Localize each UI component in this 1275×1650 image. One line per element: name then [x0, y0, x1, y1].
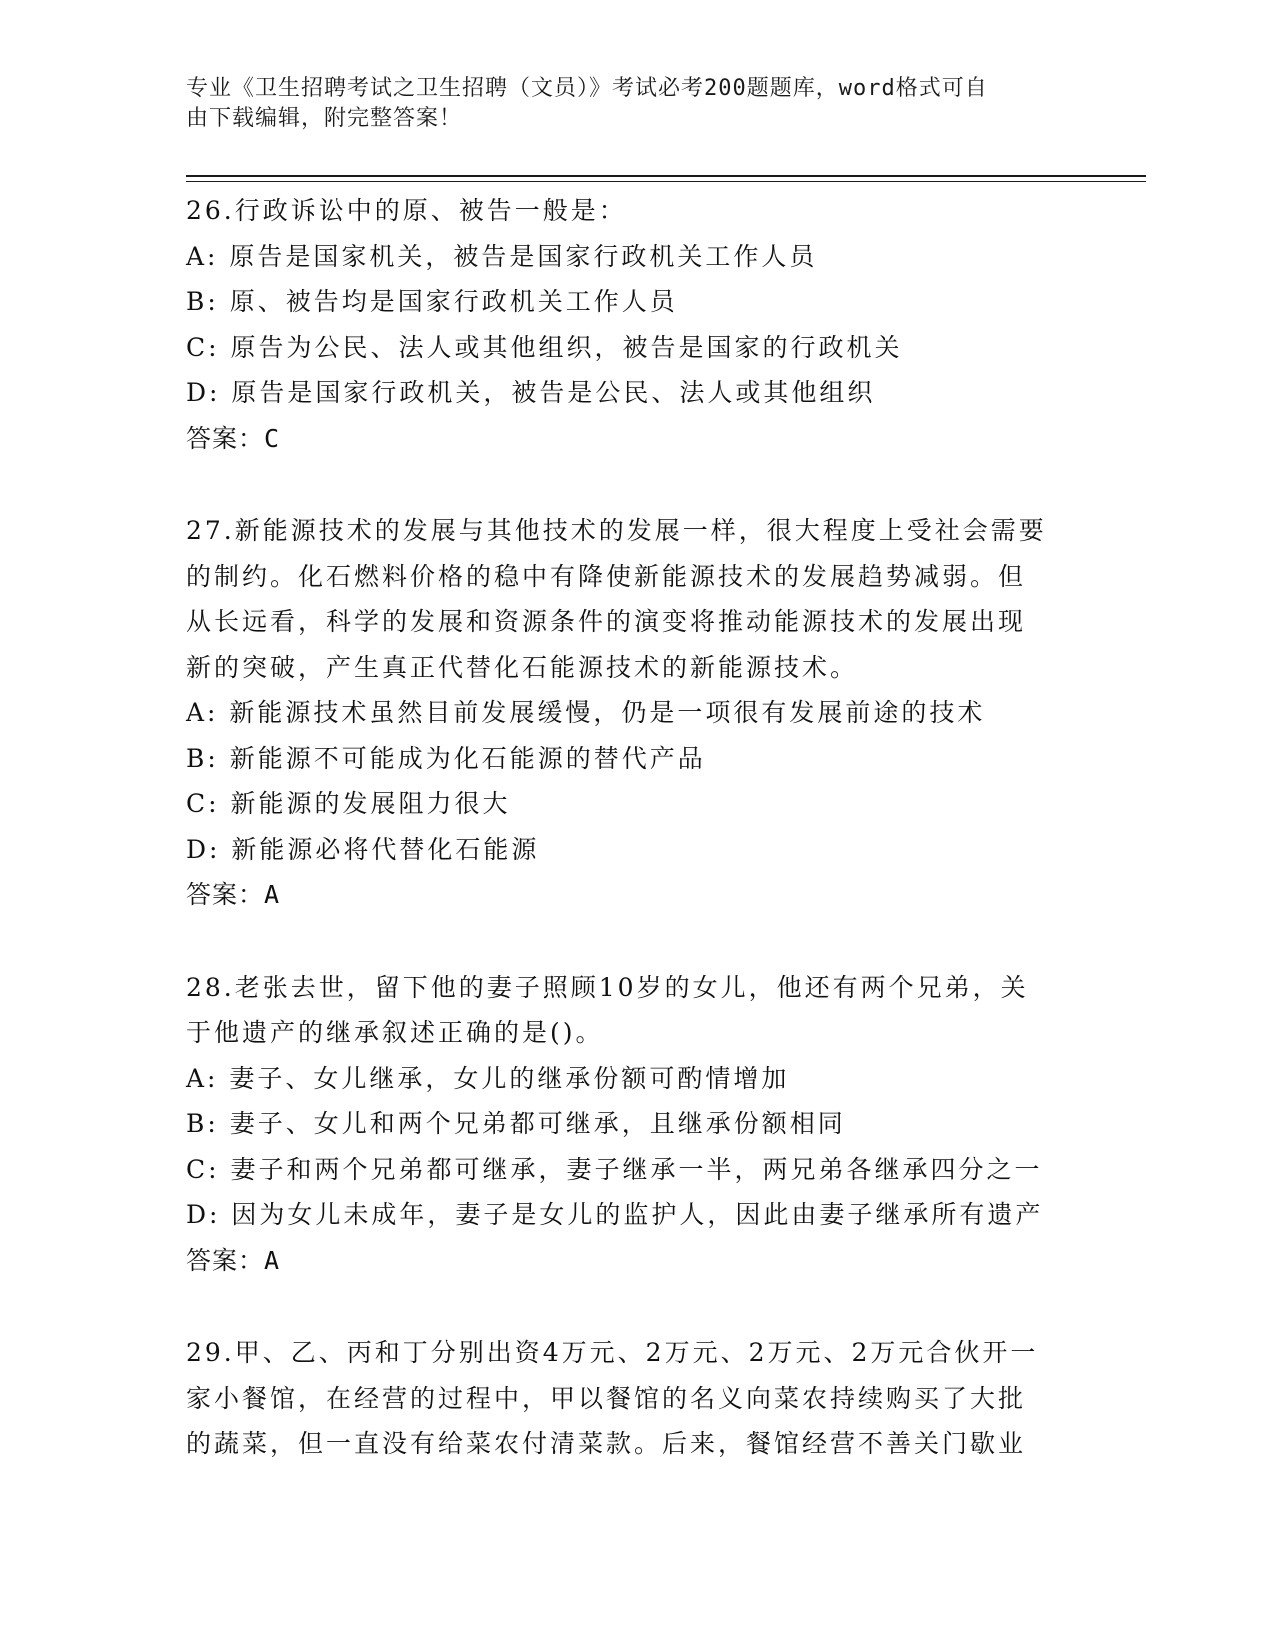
answer-line: 答案：A [186, 1245, 281, 1275]
question-stem-line: 26.行政诉讼中的原、被告一般是： [186, 196, 627, 225]
question-26 [186, 188, 1086, 461]
question-27 [186, 508, 1086, 918]
question-stem-line: 的蔬菜，但一直没有给菜农付清菜款。后来，餐馆经营不善关门歇业 [186, 1429, 1027, 1458]
question-stem-line: 29.甲、乙、丙和丁分别出资4万元、2万元、2万元、2万元合伙开一 [186, 1338, 1039, 1367]
option-b: B: 妻子、女儿和两个兄弟都可继承，且继承份额相同 [186, 1109, 846, 1138]
question-stem-line: 27.新能源技术的发展与其他技术的发展一样，很大程度上受社会需要 [186, 516, 1047, 545]
option-c: C: 原告为公民、法人或其他组织，被告是国家的行政机关 [186, 332, 903, 362]
question-stem-line: 家小餐馆，在经营的过程中，甲以餐馆的名义向菜农持续购买了大批 [186, 1383, 1027, 1413]
option-a: A: 新能源技术虽然目前发展缓慢，仍是一项很有发展前途的技术 [186, 698, 986, 727]
option-d: D: 原告是国家行政机关，被告是公民、法人或其他组织 [186, 378, 876, 407]
question-list [186, 188, 1086, 1514]
option-a: A: 妻子、女儿继承，女儿的继承份额可酌情增加 [186, 1063, 790, 1093]
answer-line: 答案：C [186, 423, 281, 453]
question-stem-line: 新的突破，产生真正代替化石能源技术的新能源技术。 [186, 652, 859, 682]
option-b: B: 新能源不可能成为化石能源的替代产品 [186, 743, 706, 773]
header-line-2: 由下载编辑，附完整答案！ [186, 106, 463, 131]
document-header [186, 74, 1066, 134]
header-line-1: 专业《卫生招聘考试之卫生招聘（文员）》考试必考200题题库，word格式可自 [186, 76, 988, 101]
question-29 [186, 1330, 1086, 1467]
question-stem-line: 的制约。化石燃料价格的稳中有降使新能源技术的发展趋势减弱。但 [186, 561, 1027, 591]
question-stem-line: 从长远看，科学的发展和资源条件的演变将推动能源技术的发展出现 [186, 607, 1027, 636]
option-a: A: 原告是国家机关，被告是国家行政机关工作人员 [186, 241, 818, 271]
answer-line: 答案：A [186, 880, 281, 909]
question-stem-line: 于他遗产的继承叙述正确的是()。 [186, 1018, 604, 1047]
option-b: B: 原、被告均是国家行政机关工作人员 [186, 287, 678, 316]
question-28 [186, 965, 1086, 1284]
header-divider-thick [186, 175, 1146, 177]
option-d: D: 因为女儿未成年，妻子是女儿的监护人，因此由妻子继承所有遗产 [186, 1200, 1044, 1229]
question-stem-line: 28.老张去世，留下他的妻子照顾10岁的女儿，他还有两个兄弟，关 [186, 972, 1029, 1002]
option-d: D: 新能源必将代替化石能源 [186, 834, 540, 864]
option-c: C: 新能源的发展阻力很大 [186, 789, 511, 818]
option-c: C: 妻子和两个兄弟都可继承，妻子继承一半，两兄弟各继承四分之一 [186, 1154, 1043, 1184]
header-divider-thin [186, 181, 1146, 182]
